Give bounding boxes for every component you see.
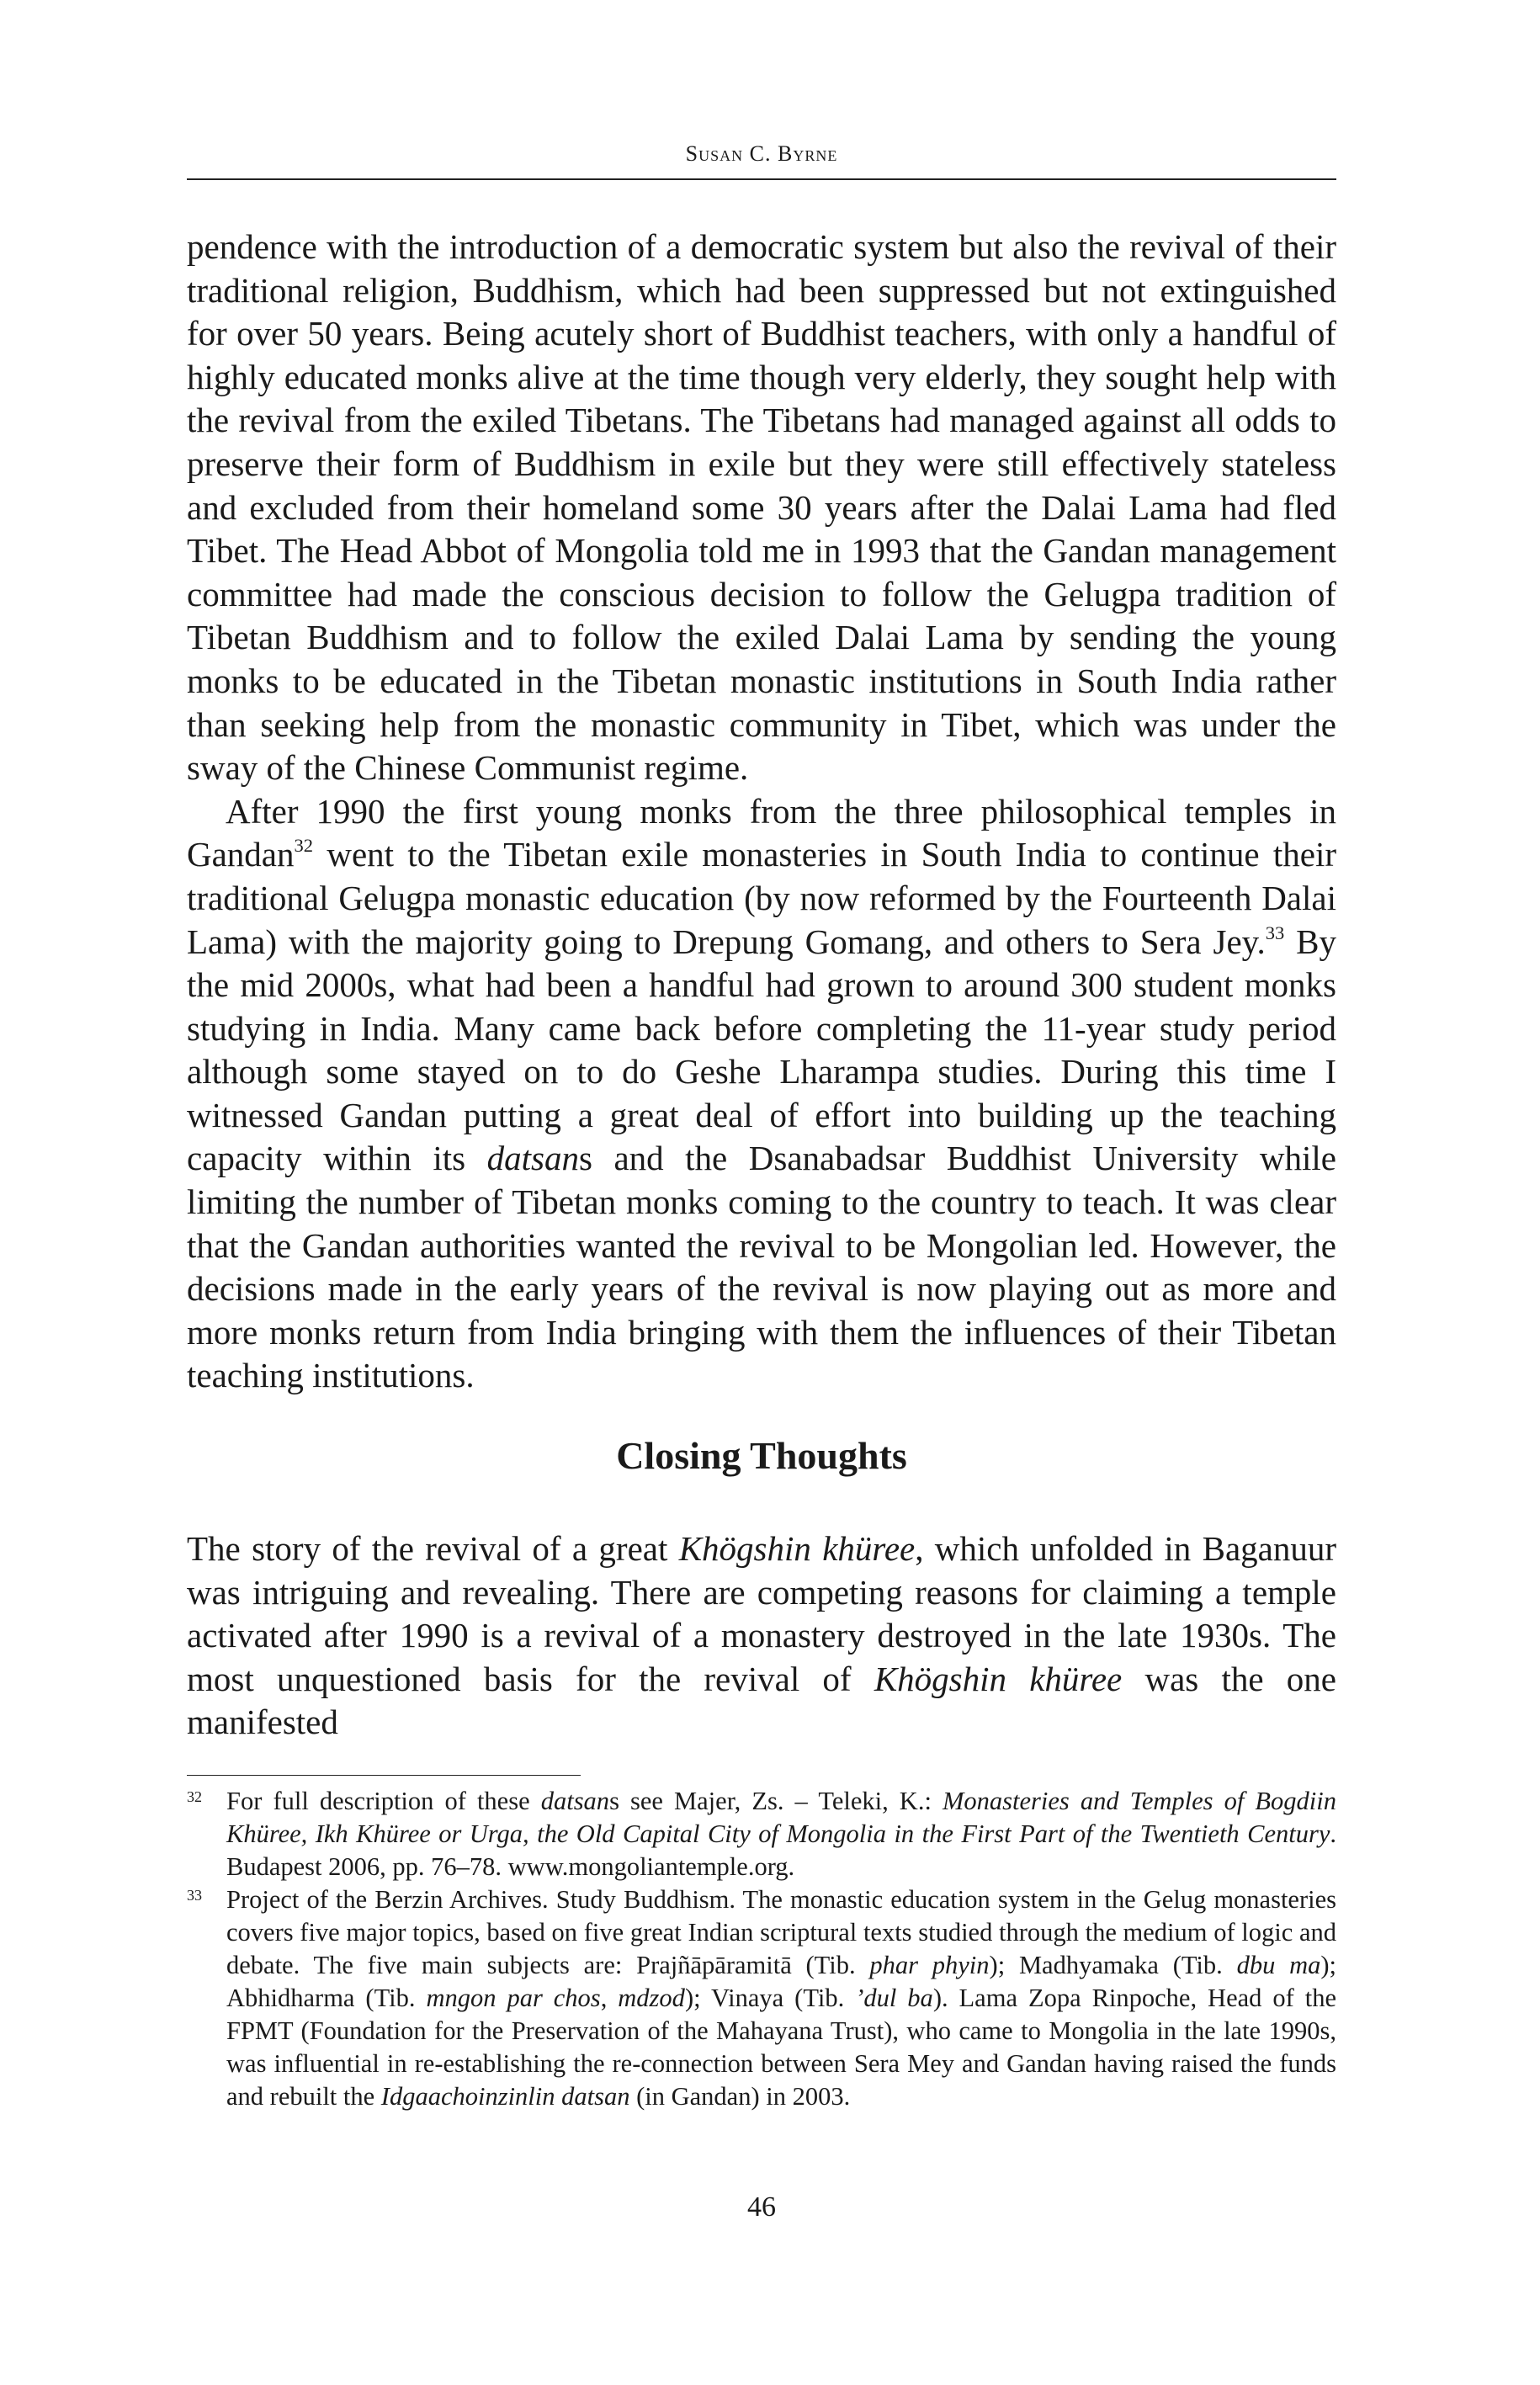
footnote-italic-text: datsan [540, 1787, 610, 1815]
paragraph-2-text: s and the Dsanabadsar Buddhist University while limiting the number of Tibetan monks coming to the country to teach. It was clear that the Gandan authorities wanted the revival to be Mongolian led. However, the decisions made in the early years of the revival is now playing out as more and more monks return from India bringing with them the influences of their Tibetan teaching institutions. [187, 1139, 1337, 1395]
footnote-33 [187, 1883, 1336, 2113]
footnote-text: ). Lama Zopa Rinpoche, Head of the FPMT (Foundation for the Preservation of the Mahayana Trust), who came to Mongolia in the late 1990s, was influential in re-establishing the re-connection between Sera Mey and Gandan having raised the funds and rebuilt the [226, 1984, 1336, 2111]
footnote-text: s see Majer, Zs. – Teleki, K.: [609, 1787, 943, 1815]
paragraph-3-text: , which unfolded in Baganuur was intriguing and revealing. There are competing reasons for claiming a temple activated after 1990 is a revival of a monastery destroyed in the late 1930s. The most unquestioned basis for the revival of [187, 1529, 1336, 1698]
paragraph-2 [187, 790, 1336, 1398]
main-text [187, 226, 1336, 1398]
section-heading: Closing Thoughts [616, 1434, 907, 1477]
page-number: 46 [747, 2191, 776, 2223]
footnote-ref-33[interactable]: 33 [1265, 922, 1285, 943]
footnote-italic-text: Idgaachoinzinlin datsan [380, 2082, 630, 2111]
paragraph-2-text: By the mid 2000s, what had been a handful had grown to around 300 student monks studying in India. Many came back before completing the 11-year study period although some stayed on to do Geshe Lharampa studies. During this time I witnessed Gandan putting a great deal of effort into building up the teaching capacity within its [187, 922, 1336, 1178]
paragraph-3-text: was the one manifested [187, 1659, 1336, 1742]
footnotes [187, 1785, 1336, 2113]
paragraph-3-text: The story of the revival of a great [187, 1529, 679, 1568]
paragraph-2-text: After 1990 the first young monks from the three philosophical temples in Gandan [187, 791, 1336, 874]
footnote-text: For full description of these [226, 1787, 541, 1815]
footnote-text: , [600, 1984, 619, 2012]
footnote-italic-text: mdzod [618, 1984, 685, 2012]
footnote-number: 32 [187, 1788, 202, 1805]
footnote-32 [187, 1785, 1336, 1883]
footnote-italic-text: mngon par chos [426, 1984, 601, 2012]
footnote-rule [187, 1775, 581, 1776]
footnote-text: . Budapest 2006, pp. 76–78. www.mongoliantemple.org. [226, 1819, 1336, 1881]
running-head: Susan C. Byrne [685, 141, 838, 166]
footnote-text: ); Vinaya (Tib. [684, 1984, 856, 2012]
header-rule [187, 178, 1336, 180]
paragraph-2-text: went to the Tibetan exile monasteries in South India to continue their traditional Gelugpa monastic education (by now reformed by the Fourteenth Dalai Lama) with the majority going to Drepung Gomang, and others to Sera Jey. [187, 835, 1336, 961]
italic-term: Khögshin khüree [874, 1659, 1123, 1698]
footnote-italic-text: dbu ma [1236, 1951, 1321, 1979]
footnote-text: ); Madhyamaka (Tib. [989, 1951, 1237, 1979]
paragraph-3 [187, 1527, 1336, 1745]
footnote-number: 33 [187, 1887, 202, 1904]
italic-term: Khögshin khüree [678, 1529, 916, 1568]
footnote-ref-32[interactable]: 32 [294, 835, 314, 857]
footnote-italic-text: phar phyin [869, 1951, 990, 1979]
footnote-text: Project of the Berzin Archives. Study Buddhism. The monastic education system in the Gelug monasteries covers five major topics, based on five great Indian scriptural texts studied through the medium of logic and debate. The five main subjects are: Prajñāpāramitā (Tib. [226, 1885, 1336, 1979]
footnote-italic-text: ’dul ba [855, 1984, 933, 2012]
footnote-text: ); Abhidharma (Tib. [226, 1951, 1337, 2012]
paragraph-1: pendence with the introduction of a democratic system but also the revival of their traditional religion, Buddhism, which had been suppressed but not extinguished for over 50 years. Being acutely short of Buddhist teachers, with only a handful of highly educated monks alive at the time though very elderly, they sought help with the revival from the exiled Tibetans. The Tibetans had managed against all odds to preserve their form of Buddhism in exile but they were still effectively stateless and excluded from their homeland some 30 years after the Dalai Lama had fled Tibet. The Head Abbot of Mongolia told me in 1993 that the Gandan management committee had made the conscious decision to follow the Gelugpa tradition of Tibetan Buddhism and to follow the exiled Dalai Lama by sending the young monks to be educated in the Tibetan monastic institutions in South India rather than seeking help from the monastic community in Tibet, which was under the sway of the Chinese Communist regime. [187, 227, 1336, 788]
section-text [187, 1527, 1336, 1745]
italic-term: datsan [486, 1139, 579, 1178]
footnote-italic-text: Monasteries and Temples of Bogdiin Khüree, Ikh Khüree or Urga, the Old Capital City of Mongolia in the First Part of the Twentieth Century [226, 1787, 1337, 1848]
footnote-text: (in Gandan) in 2003. [629, 2082, 851, 2111]
